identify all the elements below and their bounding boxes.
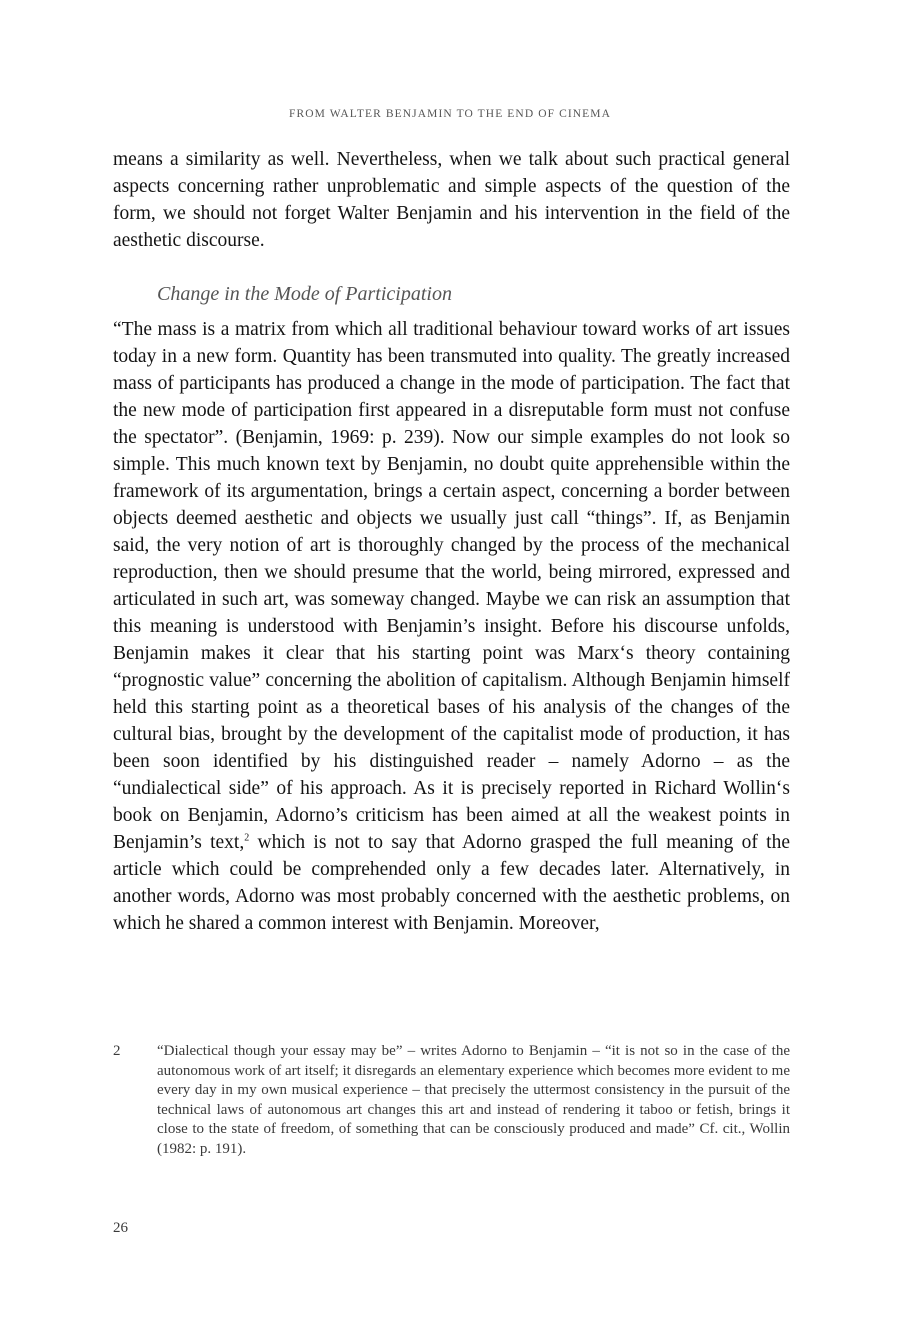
page-number: 26 bbox=[113, 1220, 128, 1236]
section-heading: Change in the Mode of Participation bbox=[157, 283, 452, 305]
paragraph-text: which is not to say that Adorno grasped the full meaning of the article which could be comprehended only a few decades later. Alternatively, in another words, Adorno was most probably concerned with the aesthetic problems, on which he shared a common interest with Benjamin. Moreover, bbox=[113, 832, 790, 934]
paragraph-text: “The mass is a matrix from which all traditional behaviour toward works of art issues today in a new form. Quantity has been transmuted into quality. The greatly increased mass of participants has produced a change in the mode of participation. The fact that the new mode of participation first appeared in a disreputable form must not confuse the spectator”. (Benjamin, 1969: p. 239). Now our simple examples do not look so simple. This much known text by Benjamin, no doubt quite apprehensible within the framework of its argumentation, brings a certain aspect, concerning a border between objects deemed aesthetic and objects we usually just call “things”. If, as Benjamin said, the very notion of art is thoroughly changed by the process of the mechanical reproduction, then we should presume that the world, being mirrored, expressed and articulated in such art, was someway changed. Maybe we can risk an assumption that this meaning is understood with Benjamin’s insight. Before his discourse unfolds, Benjamin makes it clear that his starting point was Marx‘s theory containing “prognostic value” concerning the abolition of capitalism. Although Benjamin himself held this starting point as a theoretical bases of his analysis of the changes of the cultural bias, brought by the development of the capitalist mode of production, it has been soon identified by his distinguished reader – namely Adorno – as the “undialectical side” of his approach. As it is precisely reported in Richard Wollin‘s book on Benjamin, Adorno’s criticism has been aimed at all the weakest points in Benjamin’s text, bbox=[113, 319, 790, 853]
body-paragraph bbox=[113, 316, 790, 937]
body-paragraph: means a similarity as well. Nevertheless, when we talk about such practical general aspects concerning rather unproblematic and simple aspects of the question of the form, we should not forget Walter Benjamin and his intervention in the field of the aesthetic discourse. bbox=[113, 149, 790, 251]
footnote-text: “Dialectical though your essay may be” – writes Adorno to Benjamin – “it is not so in the case of the autonomous work of art itself; it disregards an elementary experience which becomes more evident to me every day in my own musical experience – that precisely the uttermost consistency in the pursuit of the technical laws of autonomous art changes this art and instead of rendering it taboo or fetish, brings it close to the state of freedom, of something that can be consciously produced and made” Cf. cit., Wollin (1982: p. 191). bbox=[157, 1043, 790, 1157]
running-head: FROM WALTER BENJAMIN TO THE END OF CINEMA bbox=[288, 108, 612, 120]
footnote-number: 2 bbox=[113, 1043, 121, 1059]
footnote-reference[interactable]: 2 bbox=[244, 832, 250, 844]
footnote bbox=[113, 1042, 790, 1159]
